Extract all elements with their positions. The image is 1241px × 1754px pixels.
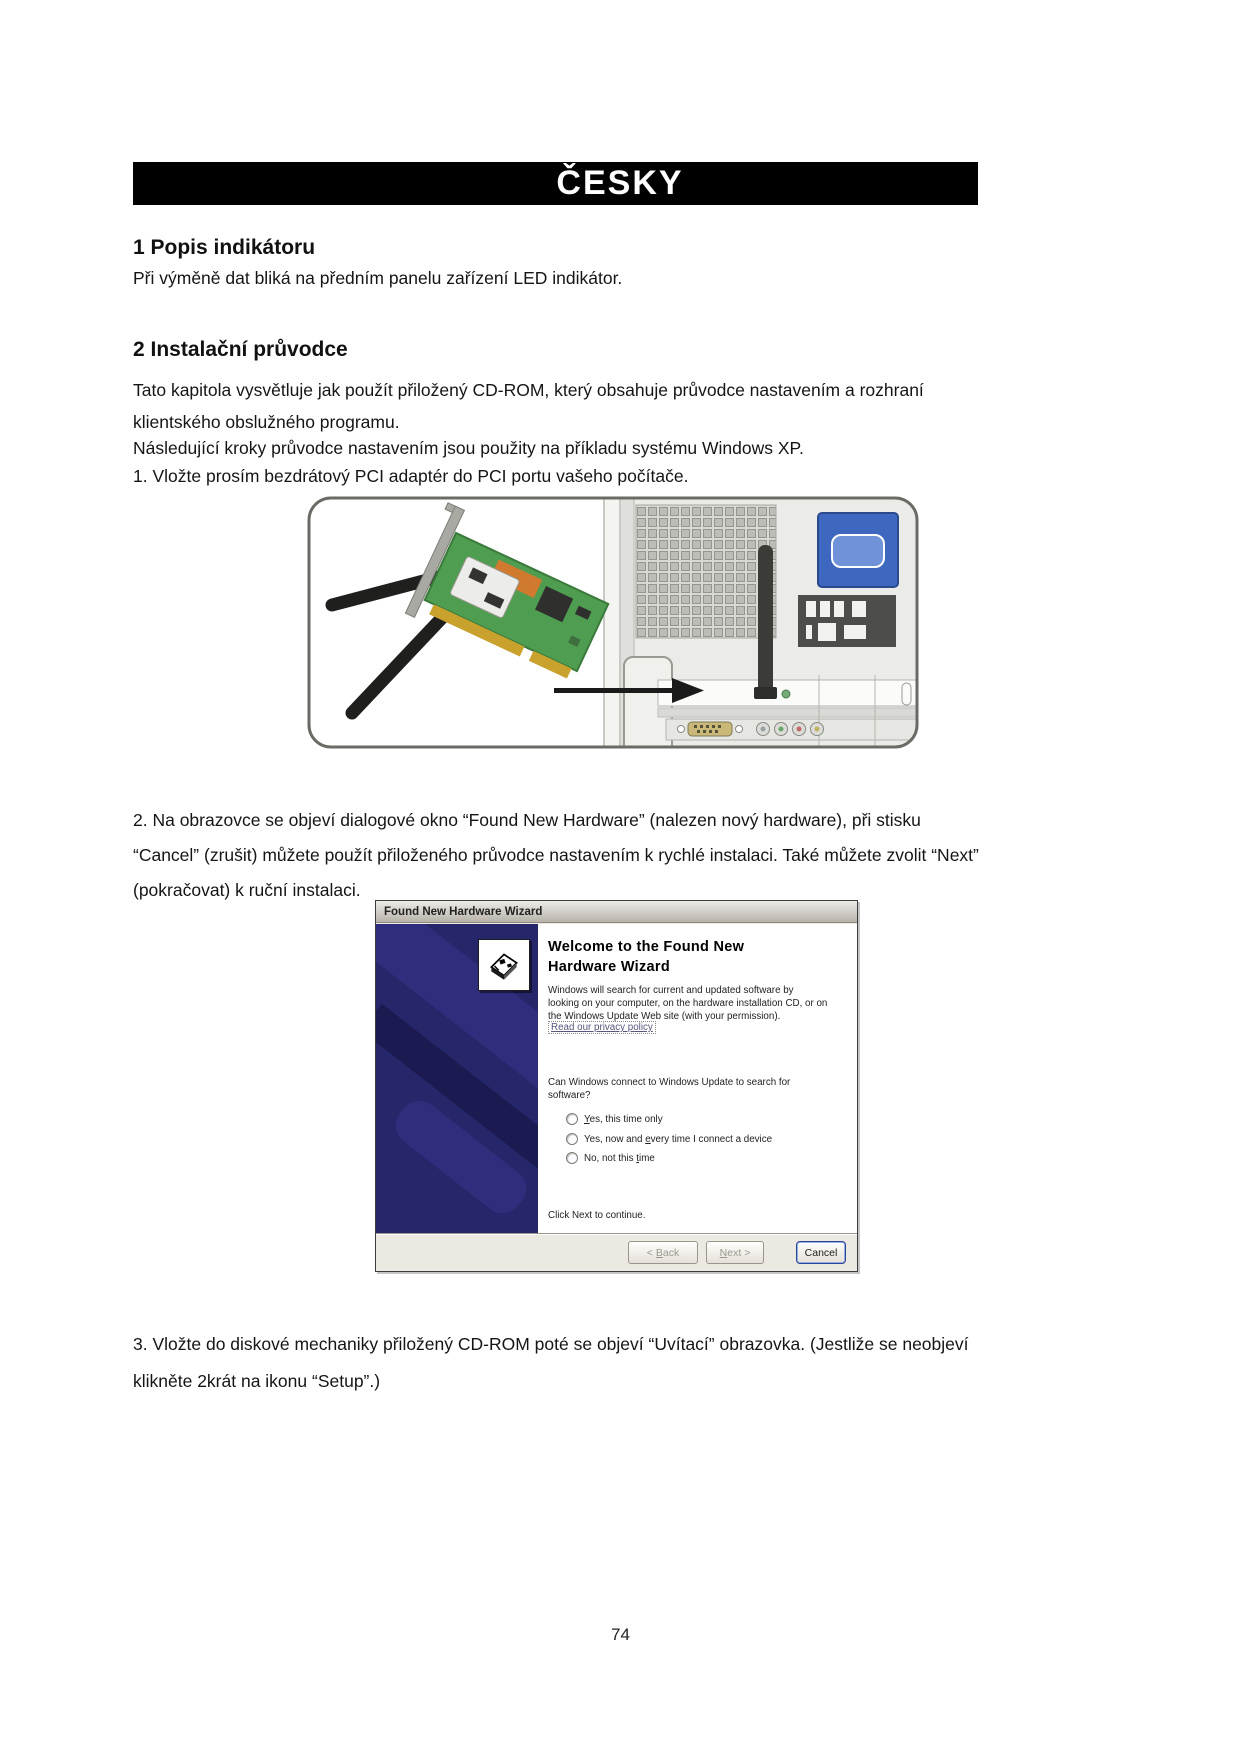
io-ports-icon bbox=[798, 595, 896, 647]
step2-text bbox=[133, 803, 979, 908]
radio-option-yes-every-time[interactable] bbox=[566, 1132, 772, 1146]
radio-label: Yes, now and every time I connect a device bbox=[584, 1133, 773, 1145]
wizard-intro-text: Windows will search for current and updated software by looking on your computer, on the hardware installation CD, or on the Windows Update Web site (with your permission). bbox=[548, 985, 828, 1022]
wizard-question-text: Can Windows connect to Windows Update to search for software? bbox=[548, 1077, 791, 1101]
wizard-body bbox=[376, 924, 857, 1234]
step1-text: 1. Vložte prosím bezdrátový PCI adaptér do PCI portu vašeho počítače. bbox=[133, 466, 689, 486]
radio-label: Yes, this time only bbox=[584, 1113, 663, 1125]
paragraph-line: klientského obslužného programu. bbox=[133, 412, 400, 432]
click-next-note: Click Next to continue. bbox=[548, 1210, 646, 1221]
page-number: 74 bbox=[611, 1625, 630, 1644]
hardware-icon bbox=[478, 939, 530, 991]
paragraph-line: 3. Vložte do diskové mechaniky přiložený CD-ROM poté se objeví “Uvítací” obrazovka. (Jestliže se neobjeví bbox=[133, 1334, 969, 1354]
wizard-button-row bbox=[376, 1233, 857, 1271]
computer-rear-panel bbox=[604, 495, 920, 750]
section1-heading: 1 Popis indikátoru bbox=[133, 236, 316, 259]
vga-port-icon bbox=[818, 513, 898, 587]
wizard-titlebar: Found New Hardware Wizard bbox=[376, 901, 857, 923]
radio-button-icon[interactable] bbox=[566, 1133, 578, 1145]
radio-option-yes-this-time[interactable] bbox=[566, 1112, 663, 1126]
radio-button-icon[interactable] bbox=[566, 1113, 578, 1125]
privacy-policy-link[interactable]: Read our privacy policy bbox=[548, 1021, 656, 1034]
paragraph-line: klikněte 2krát na ikonu “Setup”.) bbox=[133, 1371, 381, 1391]
wizard-welcome-heading: Welcome to the Found New Hardware Wizard bbox=[548, 939, 745, 975]
section2-paragraph1 bbox=[133, 374, 924, 438]
section2-paragraph2: Následující kroky průvodce nastavením jsou použity na příkladu systému Windows XP. bbox=[133, 438, 804, 458]
next-button[interactable]: Next > bbox=[706, 1241, 764, 1264]
radio-option-no-not-this-time[interactable] bbox=[566, 1151, 655, 1165]
paragraph-line: “Cancel” (zrušit) můžete použít přiloženého průvodce nastavením k rychlé instalaci. Také můžete zvolit “Next” bbox=[133, 845, 979, 865]
radio-button-icon[interactable] bbox=[566, 1152, 578, 1164]
section2-heading: 2 Instalační průvodce bbox=[133, 338, 348, 361]
language-banner-title: ČESKY bbox=[556, 164, 684, 202]
paragraph-line: 2. Na obrazovce se objeví dialogové okno “Found New Hardware” (nalezen nový hardware), při stisku bbox=[133, 810, 921, 830]
vent-grid bbox=[636, 505, 776, 638]
back-button[interactable]: < Back bbox=[628, 1241, 698, 1264]
paragraph-line: (pokračovat) k ruční instalaci. bbox=[133, 880, 361, 900]
wizard-window bbox=[375, 900, 858, 1272]
cancel-button[interactable]: Cancel bbox=[796, 1241, 846, 1264]
radio-label: No, not this time bbox=[584, 1152, 655, 1164]
step3-text bbox=[133, 1326, 969, 1400]
pci-install-figure bbox=[306, 495, 920, 750]
paragraph-line: Tato kapitola vysvětluje jak použít přiložený CD-ROM, který obsahuje průvodce nastavením a rozhraní bbox=[133, 380, 924, 400]
language-banner bbox=[133, 162, 978, 205]
section1-body: Při výměně dat bliká na předním panelu zařízení LED indikátor. bbox=[133, 268, 623, 288]
